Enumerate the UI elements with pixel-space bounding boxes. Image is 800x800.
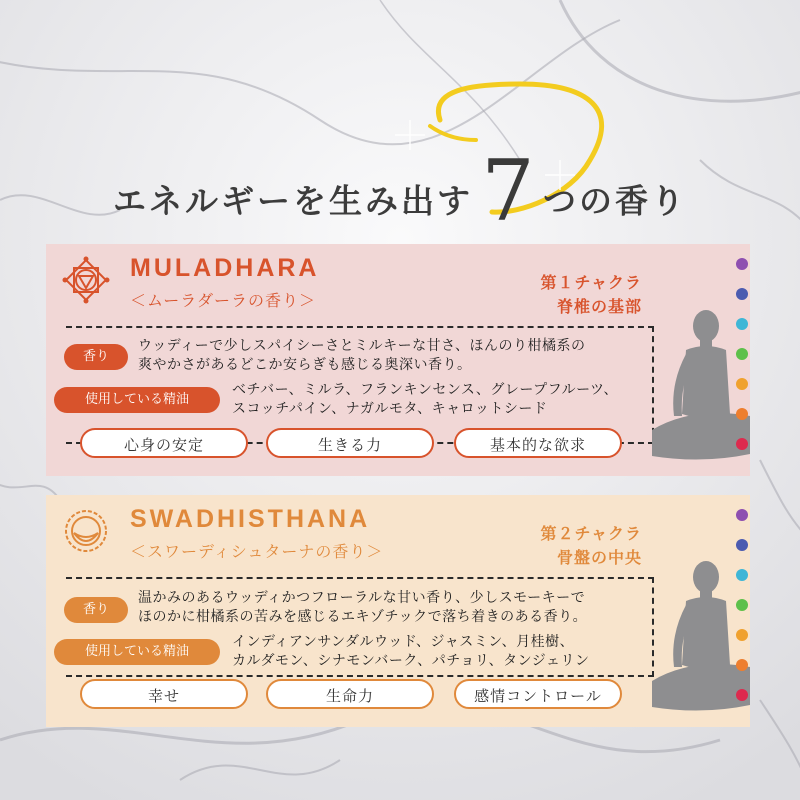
- oils-label: 使用している精油: [54, 639, 220, 665]
- headline-text-after: つの香り: [543, 181, 687, 221]
- chakra-name: MULADHARA: [130, 254, 320, 282]
- chakra-location: 骨盤の中央: [556, 548, 642, 567]
- page-headline: [0, 142, 800, 240]
- chakra-card-muladhara: [46, 244, 750, 476]
- scent-label: 香り: [64, 344, 128, 370]
- oils-line: スコッチパイン、ナガルモタ、キャロットシード: [232, 401, 548, 417]
- keyword-tag: 幸せ: [80, 679, 248, 709]
- chakra-japanese-name: ＜ムーラダーラの香り＞: [130, 291, 317, 310]
- keyword-tag: 基本的な欲求: [454, 428, 622, 458]
- chakra-location: 脊椎の基部: [556, 297, 642, 316]
- oils-label: 使用している精油: [54, 387, 220, 413]
- scent-description: [138, 589, 587, 627]
- headline-text-before: エネルギーを生み出す: [113, 181, 473, 221]
- description-line: ほのかに柑橘系の苦みを感じるエキゾチックで落ち着きのある香り。: [138, 609, 588, 625]
- keyword-tag: 感情コントロール: [454, 679, 622, 709]
- chakra-number: 第１チャクラ: [540, 273, 642, 292]
- keyword-tag: 生命力: [266, 679, 434, 709]
- chakra-name: SWADHISTHANA: [130, 505, 371, 533]
- oils-line: カルダモン、シナモンバーク、パチョリ、タンジェリン: [232, 653, 590, 669]
- chakra-dots: [736, 509, 748, 705]
- chakra-japanese-name: ＜スワーディシュターナの香り＞: [130, 542, 384, 561]
- scent-label: 香り: [64, 597, 128, 623]
- root-chakra-emblem-icon: [62, 256, 110, 304]
- oils-list: [232, 633, 590, 671]
- description-line: ウッディーで少しスパイシーさとミルキーな甘さ、ほんのり柑橘系の: [138, 338, 586, 354]
- headline-number: 7: [481, 142, 535, 240]
- sacral-chakra-emblem-icon: [62, 507, 110, 555]
- oils-list: [232, 381, 618, 419]
- keyword-tag: 生きる力: [266, 428, 434, 458]
- oils-line: ベチバー、ミルラ、フランキンセンス、グレープフルーツ、: [232, 382, 619, 398]
- scent-description: [138, 337, 586, 375]
- oils-line: インディアンサンダルウッド、ジャスミン、月桂樹、: [232, 634, 575, 650]
- keyword-tag: 心身の安定: [80, 428, 248, 458]
- description-line: 温かみのあるウッディかつフローラルな甘い香り、少しスモーキーで: [138, 590, 586, 606]
- chakra-dots: [736, 258, 748, 454]
- description-line: 爽やかさがあるどこか安らぎも感じる奥深い香り。: [138, 357, 472, 373]
- chakra-card-swadhisthana: [46, 495, 750, 727]
- chakra-number: 第２チャクラ: [540, 524, 642, 543]
